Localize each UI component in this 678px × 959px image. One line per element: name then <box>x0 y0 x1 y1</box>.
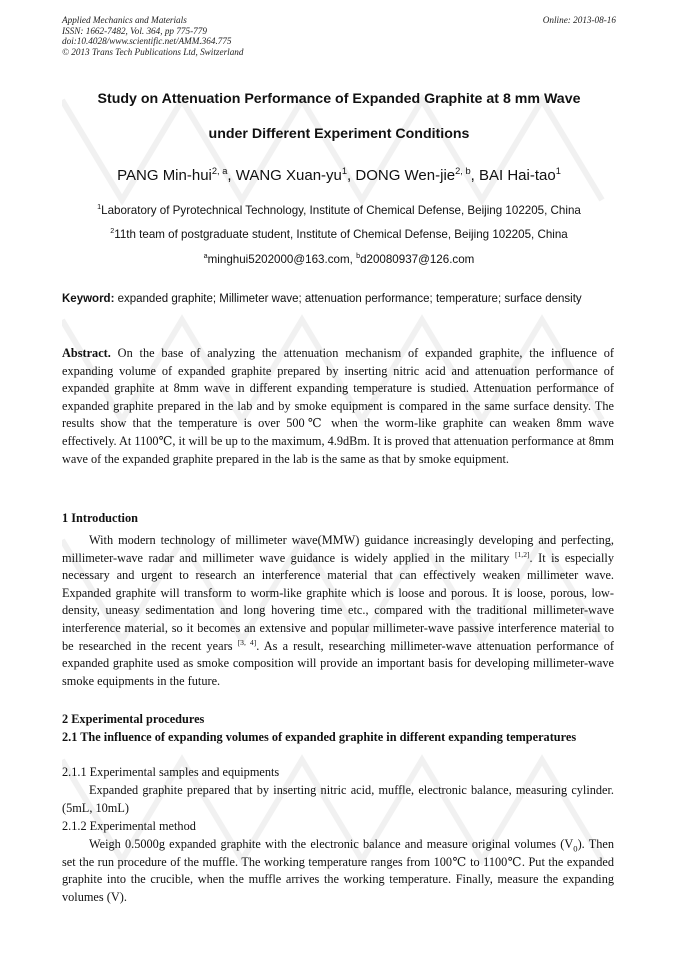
author-4-affil: 1 <box>555 166 561 176</box>
email-line <box>40 253 638 266</box>
online-date: Online: 2013-08-16 <box>542 15 616 25</box>
method-text-1: Weigh 0.5000g expanded graphite with the electronic balance and measure original volumes (V <box>89 837 574 851</box>
email-b-mark: b <box>356 251 361 261</box>
author-3: , DONG Wen-jie <box>347 167 456 184</box>
intro-text-3: . As a result, researching millimeter-wave attenuation performance of expanded graphite used as smoke composition will provide an important basis for developing millimeter-wave smoke equipments in the future. <box>62 638 614 688</box>
section-2-1-1-heading: 2.1.1 Experimental samples and equipments <box>62 765 280 779</box>
abstract-text: On the base of analyzing the attenuation mechanism of expanded graphite, the influence of expanding volume of expanded graphite prepared by inserting nitric acid and attenuation performance of expanded graphite at 8mm wave in different expanding temperature is studied. Attenuation performance of expanded graphite prepared in the lab and by smoke equipment is compared in the same surface density. The results show that the temperature is over 500℃ when the worm-like graphite can weaken 8mm wave effectively. At 1100℃, it will be up to the maximum, 4.9dBm. It is proved that attenuation performance at 8mm wave of the expanded graphite prepared in the lab is the same as that by smoke equipment. <box>62 346 614 466</box>
affiliation-2-text: 11th team of postgraduate student, Institute of Chemical Defense, Beijing 102205, China <box>114 228 568 241</box>
author-3-affil: 2, b <box>455 166 471 176</box>
section-2-1-2-heading: 2.1.2 Experimental method <box>62 819 196 833</box>
affiliation-1 <box>40 204 638 217</box>
abstract-label: Abstract. <box>62 346 111 360</box>
section-2-heading: 2 Experimental procedures <box>62 712 205 726</box>
doi-line: doi:10.4028/www.scientific.net/AMM.364.775 <box>62 36 232 47</box>
author-2-affil: 1 <box>341 166 348 176</box>
email-a-mark: a <box>203 251 208 261</box>
affiliation-2-mark: 2 <box>110 226 115 236</box>
intro-text-2: . It is especially necessary and urgent to research an interference material that can effectively weaken millimeter wave. Expanded graphite will transform to worm-like graphite which is loose and porous. It is loose, porous, low-density, uneasy sedimentation and long hovering time etc., compared with the traditional millimeter-wave interference material, so it becomes an extensive and popular millimeter-wave passive interference material to be researched in the recent years <box>62 550 614 653</box>
intro-text-1: With modern technology of millimeter wave(MMW) guidance increasingly developing and perfecting, millimeter-wave radar and millimeter wave guidance is widely applied in the military <box>62 533 614 565</box>
author-4: , BAI Hai-tao <box>470 167 556 184</box>
citation-3-4: [3, 4] <box>237 637 257 647</box>
affiliation-2 <box>40 228 638 241</box>
section-2-1-heading: 2.1 The influence of expanding volumes of expanded graphite in different expanding temperatures <box>62 730 577 744</box>
email-b: d20080937@126.com <box>360 253 475 266</box>
author-1: PANG Min-hui <box>117 167 212 184</box>
v0-subscript: 0 <box>573 843 578 854</box>
paper-title-line-1: Study on Attenuation Performance of Expanded Graphite at 8 mm Wave <box>97 91 581 107</box>
method-text-2: ). Then set the run procedure of the muffle. The working temperature ranges from 100℃ to 1100℃. Put the expanded graphite into the crucible, when the muffle arrives the working temperature. Finally, measure the expanding volumes (V). <box>62 837 614 904</box>
email-a: minghui5202000@163.com, <box>207 253 357 266</box>
introduction-paragraph <box>62 532 614 690</box>
paper-title-line-2: under Different Experiment Conditions <box>208 126 470 142</box>
author-2: , WANG Xuan-yu <box>227 167 342 184</box>
method-paragraph <box>62 836 614 906</box>
author-list <box>40 167 638 184</box>
keywords-label: Keyword: <box>62 293 115 305</box>
keywords <box>62 291 614 308</box>
copyright-line: © 2013 Trans Tech Publications Ltd, Switzerland <box>62 46 244 57</box>
abstract <box>62 345 614 468</box>
citation-1-2: [1,2] <box>514 549 530 559</box>
journal-name: Applied Mechanics and Materials <box>62 15 187 25</box>
journal-header <box>62 15 243 57</box>
affiliation-1-text: Laboratory of Pyrotechnical Technology, Institute of Chemical Defense, Beijing 102205, China <box>101 204 581 217</box>
issn-line: ISSN: 1662-7482, Vol. 364, pp 775-779 <box>62 25 207 36</box>
affiliation-1-mark: 1 <box>97 202 102 212</box>
keywords-text: expanded graphite; Millimeter wave; attenuation performance; temperature; surface density <box>114 293 582 305</box>
samples-paragraph: Expanded graphite prepared that by inserting nitric acid, muffle, electronic balance, measuring cylinder. (5mL, 10mL) <box>62 783 614 815</box>
author-1-affil: 2, a <box>211 166 228 176</box>
section-1-heading: 1 Introduction <box>62 511 138 525</box>
